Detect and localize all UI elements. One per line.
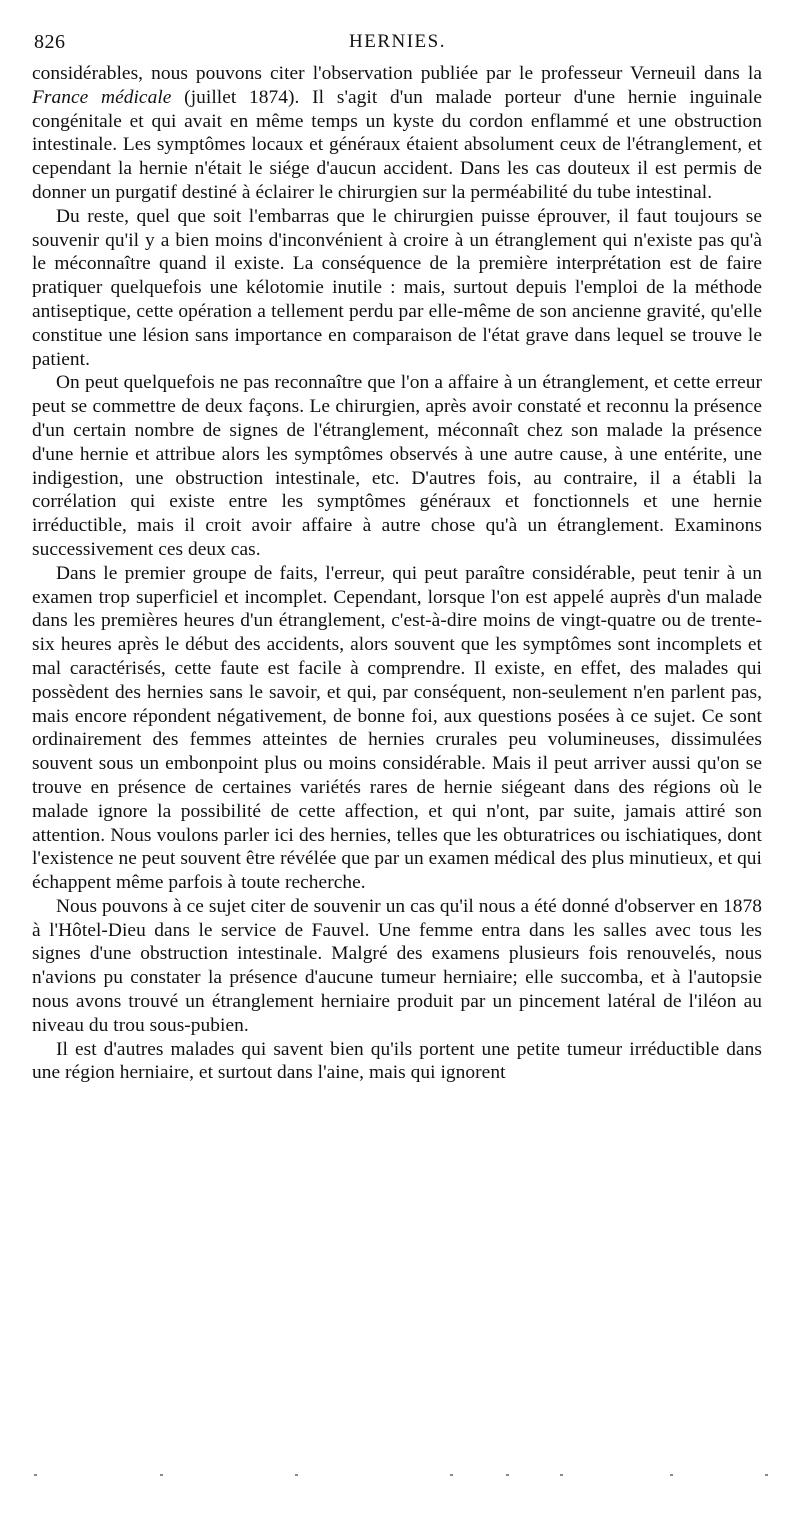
paragraph: On peut quelquefois ne pas reconnaître que l'on a affaire à un étranglement, et cette erreur peut se commettre de deux façons. Le chirurgien, après avoir constaté et reconnu la présence d'un certain nombre de signes de l'étranglement, méconnaît chez son malade la présence d'une hernie et attribue alors les symptômes observés à une autre cause, à une entérite, une indigestion, une obstruction intestinale, etc. D'autres fois, au contraire, il a établi la corrélation qui existe entre les symptômes généraux et fonctionnels et une hernie irréductible, mais il croit avoir affaire à autre chose qu'à un étranglement. Examinons successivement ces deux cas.	[32, 372, 762, 560]
paragraph-text: considérables, nous pouvons citer l'observation publiée par le professeur Verneuil dans la	[32, 63, 762, 84]
page-number: 826	[34, 31, 66, 53]
scan-speck	[295, 1474, 298, 1476]
scan-speck	[450, 1474, 453, 1476]
page-header	[34, 31, 760, 59]
paragraph: Nous pouvons à ce sujet citer de souvenir un cas qu'il nous a été donné d'observer en 1878 à l'Hôtel-Dieu dans le service de Fauvel. Une femme entra dans les salles avec tous les signes d'une obstruction intestinale. Malgré des examens plusieurs fois renouvelés, nous n'avions pu constater la présence d'aucune tumeur herniaire; elle succomba, et à l'autopsie nous avons trouvé un étranglement herniaire produit par un pincement latéral de l'iléon au niveau du trou sous-pubien.	[32, 895, 762, 1036]
scan-speck	[670, 1474, 673, 1476]
paragraph-text: (juillet 1874). Il s'agit d'un malade porteur d'une hernie inguinale congénitale et qui avait en même temps un kyste du cordon enflammé et une obstruction intestinale. Les symptômes locaux et généraux étaient absolument ceux de l'étranglement, et cependant la hernie n'était le siége d'aucun accident. Dans les cas douteux il est permis de donner un purgatif destiné à éclairer le chirurgien sur la perméabilité du tube intestinal.	[32, 86, 762, 203]
scan-speck	[560, 1474, 563, 1476]
paragraph: Du reste, quel que soit l'embarras que le chirurgien puisse éprouver, il faut toujours se souvenir qu'il y a bien moins d'inconvénient à croire à un étranglement qui n'existe pas qu'à le méconnaître quand il existe. La conséquence de la première interprétation est de faire pratiquer quelquefois une kélotomie inutile : mais, surtout depuis l'emploi de la méthode antiseptique, cette opération a tellement perdu par elle-même de son ancienne gravité, qu'elle constitue une lésion sans importance en comparaison de l'état grave dans lequel se trouve le patient.	[32, 205, 762, 370]
paragraph	[32, 62, 762, 205]
scan-artifacts	[30, 1474, 770, 1480]
scan-speck	[160, 1474, 163, 1476]
scan-speck	[506, 1474, 509, 1476]
running-title: HERNIES.	[349, 31, 446, 52]
scan-speck	[34, 1474, 37, 1476]
body-text	[32, 62, 762, 1085]
scan-speck	[765, 1474, 768, 1476]
journal-title: France médicale	[32, 86, 172, 108]
paragraph: Il est d'autres malades qui savent bien qu'ils portent une petite tumeur irréductible dans une région herniaire, et surtout dans l'aine, mais qui ignorent	[32, 1038, 762, 1084]
paragraph: Dans le premier groupe de faits, l'erreur, qui peut paraître considérable, peut tenir à un examen trop superficiel et incomplet. Cependant, lorsque l'on est appelé auprès d'un malade dans les premières heures d'un étranglement, c'est-à-dire moins de vingt-quatre ou de trente-six heures après le début des accidents, alors souvent que les symptômes sont incomplets et mal caractérisés, cette faute est facile à comprendre. Il existe, en effet, des malades qui possèdent des hernies sans le savoir, et qui, par conséquent, non-seulement n'en parlent pas, mais encore répondent négativement, de bonne foi, aux questions posées à ce sujet. Ce sont ordinairement des femmes atteintes de hernies crurales peu volumineuses, dissimulées souvent sous un embonpoint plus ou moins considérable. Mais il peut arriver aussi qu'on se trouve en présence de certaines variétés rares de hernie siégeant dans des régions où le malade ignore la possibilité de cette affection, et qui n'ont, par suite, jamais attiré son attention. Nous voulons parler ici des hernies, telles que les obturatrices ou ischiatiques, dont l'existence ne peut souvent être révélée que par un examen médical des plus minutieux, et qui échappent même parfois à toute recherche.	[32, 562, 762, 894]
